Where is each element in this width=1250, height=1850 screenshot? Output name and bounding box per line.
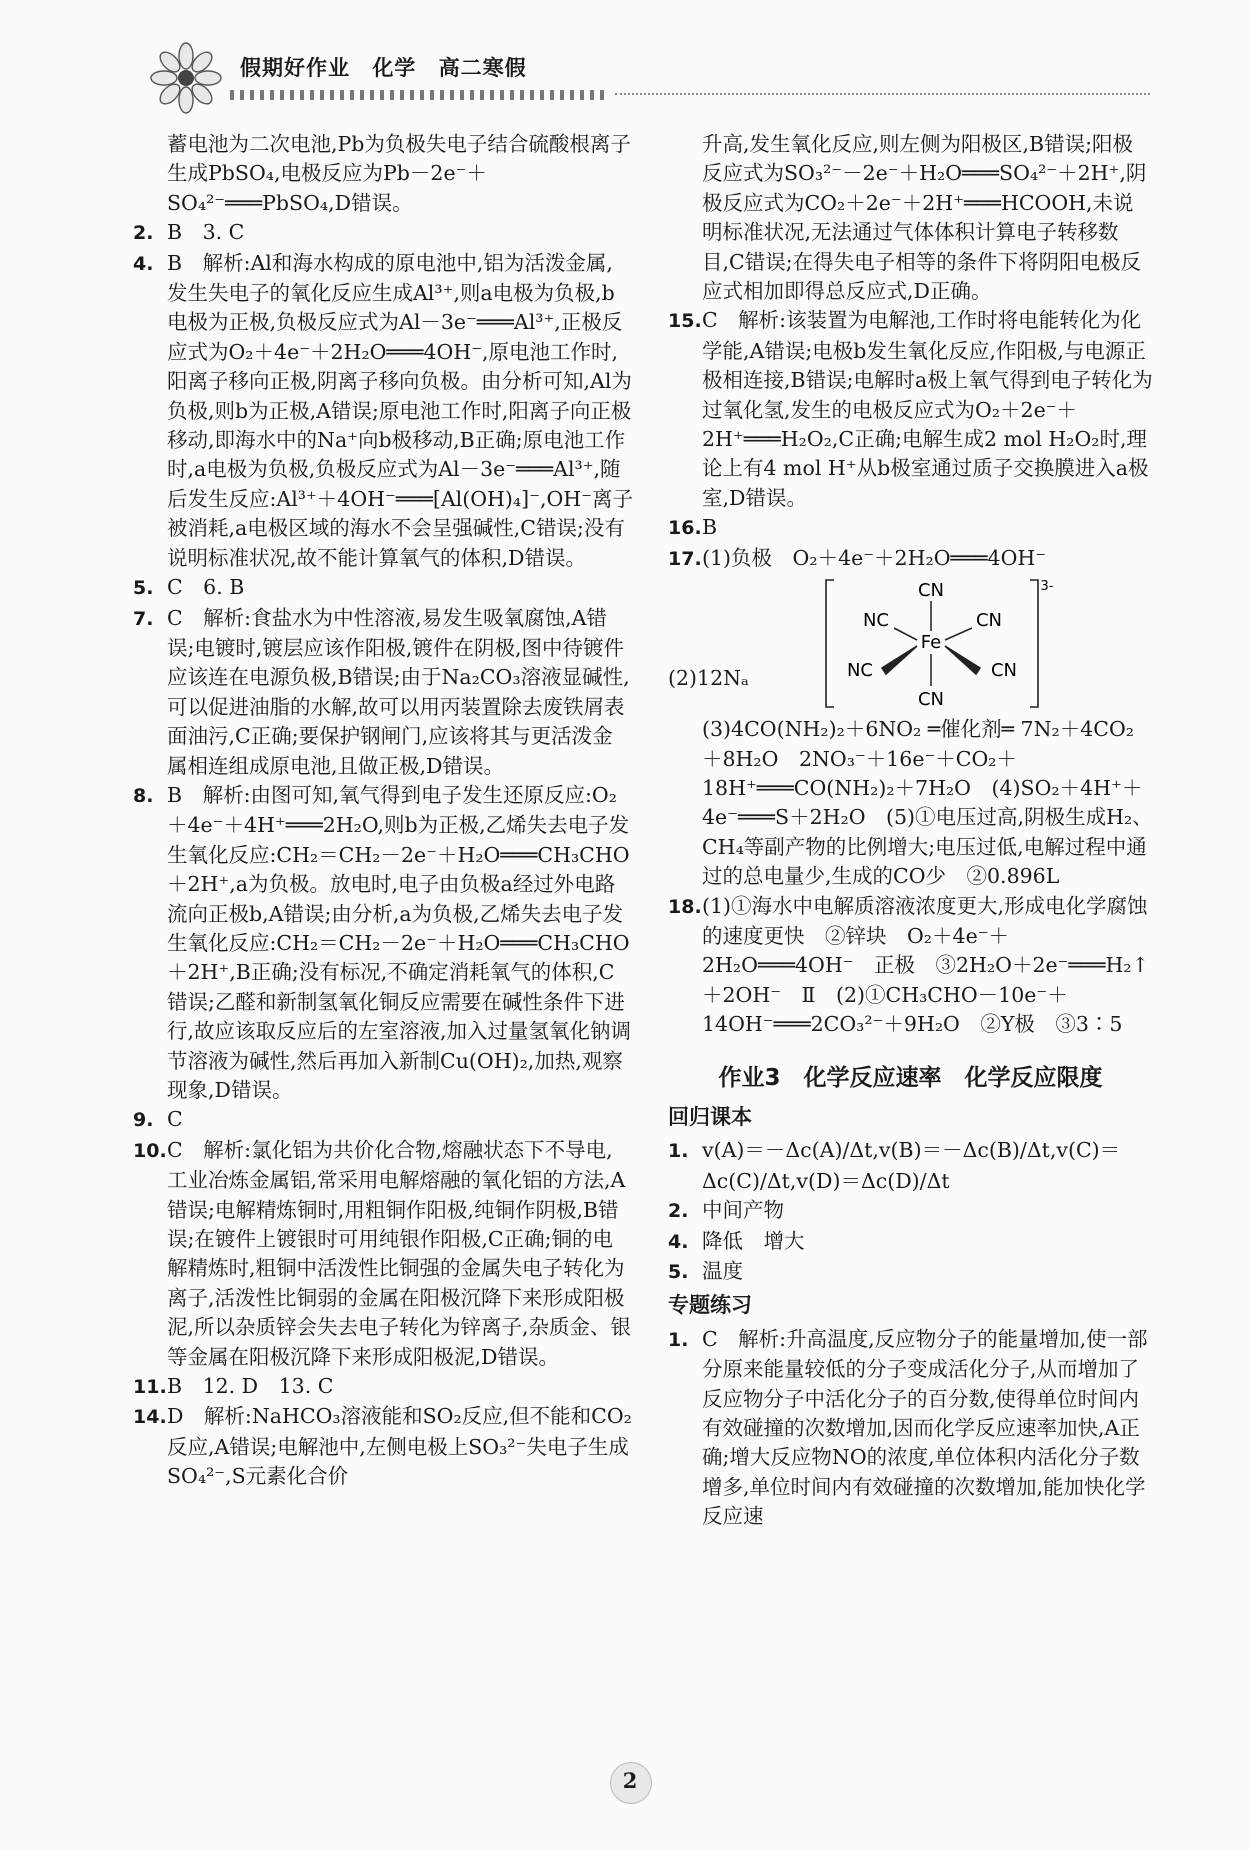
header-series: 假期好作业 <box>240 56 350 80</box>
answer-item <box>668 306 1153 513</box>
hashed-bond <box>894 628 917 640</box>
complex-label: (2)12Nₐ <box>668 666 749 691</box>
answer-number: 2. <box>668 1200 689 1223</box>
answer-text: C 6. B <box>167 575 245 600</box>
ligand-top: CN <box>917 580 945 602</box>
page-header <box>0 0 1250 110</box>
answer-number: 8. <box>133 784 154 807</box>
answer-text: B <box>702 515 718 540</box>
ligand-lower-right: CN <box>990 660 1018 682</box>
answer-text: (1)①海水中电解质溶液浓度更大,形成电化学腐蚀的速度更快 ②锌块 O₂＋4e⁻＋2H₂O═══4OH⁻ 正极 ③2H₂O＋2e⁻═══H₂↑＋2OH⁻ Ⅱ (2)①CH₃CHO－10e⁻＋14OH⁻═══2CO₃²⁻＋9H₂O ②Y极 ③3∶5 <box>702 893 1149 1037</box>
answer-item <box>668 513 1153 543</box>
answer-number: 17. <box>668 547 702 570</box>
answer-text: 温度 <box>702 1259 743 1283</box>
answer-text: (1)负极 O₂＋4e⁻＋2H₂O═══4OH⁻ <box>702 545 1047 570</box>
answer-text: 中间产物 <box>702 1198 784 1223</box>
answer-number: 1. <box>668 1140 689 1163</box>
answer-item <box>668 544 1153 574</box>
answer-number: 1. <box>668 1328 689 1351</box>
answer-item <box>133 1372 633 1402</box>
answer-text: C <box>167 1107 183 1132</box>
header-subject: 化学 <box>372 56 417 80</box>
answer-item <box>133 218 633 248</box>
answer-text: C 解析:食盐水为中性溶液,易发生吸氧腐蚀,A错误;电镀时,镀层应该作阳极,镀件在阴极,图中待镀件应该连在电源负极,B错误;由于Na₂CO₃溶液显碱性,可以促进油脂的水解,故可以用丙装置除去废铁屑表面油污,C正确;要保护钢闸门,应该将其与更活泼金属相连组成原电池,且做正极,D错误。 <box>167 605 630 778</box>
answer-item <box>668 1325 1153 1532</box>
header-rule-bars <box>230 90 610 100</box>
answer-number: 14. <box>133 1406 167 1429</box>
answer-item <box>133 573 633 603</box>
answer-number: 9. <box>133 1109 154 1132</box>
answer-text: D 解析:NaHCO₃溶液能和SO₂反应,但不能和CO₂反应,A错误;电解池中,左侧电极上SO₃²⁻失电子生成SO₄²⁻,S元素化合价 <box>167 1404 632 1489</box>
answer-item <box>668 1136 1153 1196</box>
answer-item <box>668 1196 1153 1226</box>
right-bracket <box>1030 580 1038 707</box>
answer-item <box>668 892 1153 1040</box>
answer-number: 10. <box>133 1139 167 1162</box>
answer-item <box>133 249 633 573</box>
answer-item <box>133 1105 633 1135</box>
answer-number: 5. <box>668 1261 689 1283</box>
answer-item <box>133 1136 633 1372</box>
answer-item <box>668 1227 1153 1257</box>
answer-text: C 解析:该装置为电解池,工作时将电能转化为化学能,A错误;电极b发生氧化反应,作阳极,与电源正极相连接,B错误;电解时a极上氧气得到电子转化为过氧化氢,发生的电极反应式为O₂＋2e⁻＋2H⁺═══H₂O₂,C正确;电解生成2 mol H₂O₂时,理论上有4 mol H⁺从b极室通过质子交换膜进入a极室,D错误。 <box>702 308 1153 510</box>
answer-number: 7. <box>133 607 154 630</box>
answer-number: 5. <box>133 577 154 600</box>
answer-number: 16. <box>668 517 702 540</box>
subsection-title: 专题练习 <box>668 1293 752 1318</box>
answer-item <box>668 1257 1153 1287</box>
answer-continuation: 蓄电池为二次电池,Pb为负极失电子结合硫酸根离子生成PbSO₄,电极反应为Pb－2e⁻＋SO₄²⁻═══PbSO₄,D错误。 <box>167 132 631 215</box>
central-atom: Fe <box>920 632 942 654</box>
answer-number: 18. <box>668 895 702 918</box>
answer-item <box>133 781 633 1105</box>
header-title <box>240 52 541 82</box>
page-number-badge <box>610 1762 650 1802</box>
ligand-bottom: CN <box>917 689 945 711</box>
answer-item <box>133 604 633 781</box>
answer-text: B 12. D 13. C <box>167 1374 334 1399</box>
left-column <box>133 130 633 1492</box>
ligand-upper-left: NC <box>862 610 890 632</box>
wedge-bond <box>882 646 917 674</box>
section-title: 作业3 化学反应速率 化学反应限度 <box>718 1064 1103 1091</box>
header-rule-dots <box>615 93 1150 98</box>
complex-ion-structure <box>668 576 1153 711</box>
answer-number: 11. <box>133 1376 167 1399</box>
header-rule <box>230 90 1150 100</box>
ligand-lower-left: NC <box>846 660 874 682</box>
right-column <box>668 130 1153 1532</box>
header-grade: 高二寒假 <box>438 56 527 80</box>
ion-charge: 3- <box>1040 579 1054 595</box>
answer-text: B 3. C <box>167 220 245 245</box>
hashed-bond <box>945 628 972 640</box>
answer-continuation: 升高,发生氧化反应,则左侧为阳极区,B错误;阳极反应式为SO₃²⁻－2e⁻＋H₂O═══SO₄²⁻＋2H⁺,阴极反应式为CO₂＋2e⁻＋2H⁺═══HCOOH,未说明标准状况,无法通过气体体积计算电子转移数目,C错误;在得失电子相等的条件下将阴阳电极反应式相加即得总反应式,D正确。 <box>702 132 1147 304</box>
answer-number: 2. <box>133 222 154 245</box>
answer-number: 4. <box>668 1230 689 1253</box>
answer-number: 15. <box>668 310 702 333</box>
answer-text: v(A)＝－Δc(A)/Δt,v(B)＝－Δc(B)/Δt,v(C)＝Δc(C)/Δt,v(D)＝Δc(D)/Δt <box>702 1138 1121 1193</box>
answer-item <box>133 1402 633 1491</box>
answer-number: 4. <box>133 252 154 275</box>
answer-text: C 解析:升高温度,反应物分子的能量增加,使一部分原来能量较低的分子变成活化分子,从而增加了反应物分子中活化分子的百分数,使得单位时间内有效碰撞的次数增加,因而化学反应速率加快,A正确;增大反应物NO的浓度,单位体积内活化分子数增多,单位时间内有效碰撞的次数增加,能加快化学反应速 <box>702 1326 1148 1529</box>
ligand-upper-right: CN <box>975 610 1003 632</box>
answer-text: B 解析:由图可知,氧气得到电子发生还原反应:O₂＋4e⁻＋4H⁺═══2H₂O,则b为正极,乙烯失去电子发生氧化反应:CH₂＝CH₂－2e⁻＋H₂O═══CH₃CHO＋2H⁺,a为负极。放电时,电子由负极a经过外电路流向正极b,A错误;由分析,a为负极,乙烯失去电子发生氧化反应:CH₂＝CH₂－2e⁻＋H₂O═══CH₃CHO＋2H⁺,B正确;没有标况,不确定消耗氧气的体积,C错误;乙醛和新制氢氧化铜反应需要在碱性条件下进行,故应该取反应后的左室溶液,加入过量氢氧化钠调节溶液为碱性,然后再加入新制Cu(OH)₂,加热,观察现象,D错误。 <box>167 782 632 1102</box>
answer-continuation: (3)4CO(NH₂)₂＋6NO₂ ═催化剂═ 7N₂＋4CO₂＋8H₂O 2NO₃⁻＋16e⁻＋CO₂＋18H⁺═══CO(NH₂)₂＋7H₂O (4)SO₂＋4H⁺＋4e⁻═══S＋2H₂O (5)①电压过高,阴极生成H₂、CH₄等副产物的比例增大;电压过低,电解过程中通过的总电量少,生成的CO少 ②0.896L <box>702 717 1153 889</box>
wedge-bond <box>945 646 980 674</box>
complex-ion-diagram <box>702 576 1102 711</box>
left-bracket <box>826 580 834 707</box>
answer-text: 降低 增大 <box>702 1228 805 1253</box>
answer-text: B 解析:Al和海水构成的原电池中,铝为活泼金属,发生失电子的氧化反应生成Al³⁺,则a电极为负极,b电极为正极,负极反应式为Al－3e⁻═══Al³⁺,正极反应式为O₂＋4e⁻＋2H₂O═══4OH⁻,原电池工作时,阳离子移向正极,阴离子移向负极。由分析可知,Al为负极,则b为正极,A错误;原电池工作时,阳离子向正极移动,即海水中的Na⁺向b极移动,B正确;原电池工作时,a电极为负极,负极反应式为Al－3e⁻═══Al³⁺,随后发生反应:Al³⁺＋4OH⁻═══[Al(OH)₄]⁻,OH⁻离子被消耗,a电极区域的海水不会呈强碱性,C错误;没有说明标准状况,故不能计算氧气的体积,D错误。 <box>167 250 633 570</box>
page-number: 2 <box>622 1768 638 1793</box>
flower-logo-icon <box>150 42 222 114</box>
subsection-title: 回归课本 <box>668 1104 752 1129</box>
answer-text: C 解析:氯化铝为共价化合物,熔融状态下不导电,工业冶炼金属铝,常采用电解熔融的氧化铝的方法,A错误;电解精炼铜时,用粗铜作阳极,纯铜作阴极,B错误;在镀件上镀银时可用纯银作阳极,C正确;铜的电解精炼时,粗铜中活泼性比铜强的金属失电子转化为离子,活泼性比铜弱的金属在阳极沉降下来形成阳极泥,所以杂质锌会失去电子转化为锌离子,杂质金、银等金属在阳极沉降下来形成阳极泥,D错误。 <box>167 1137 632 1369</box>
